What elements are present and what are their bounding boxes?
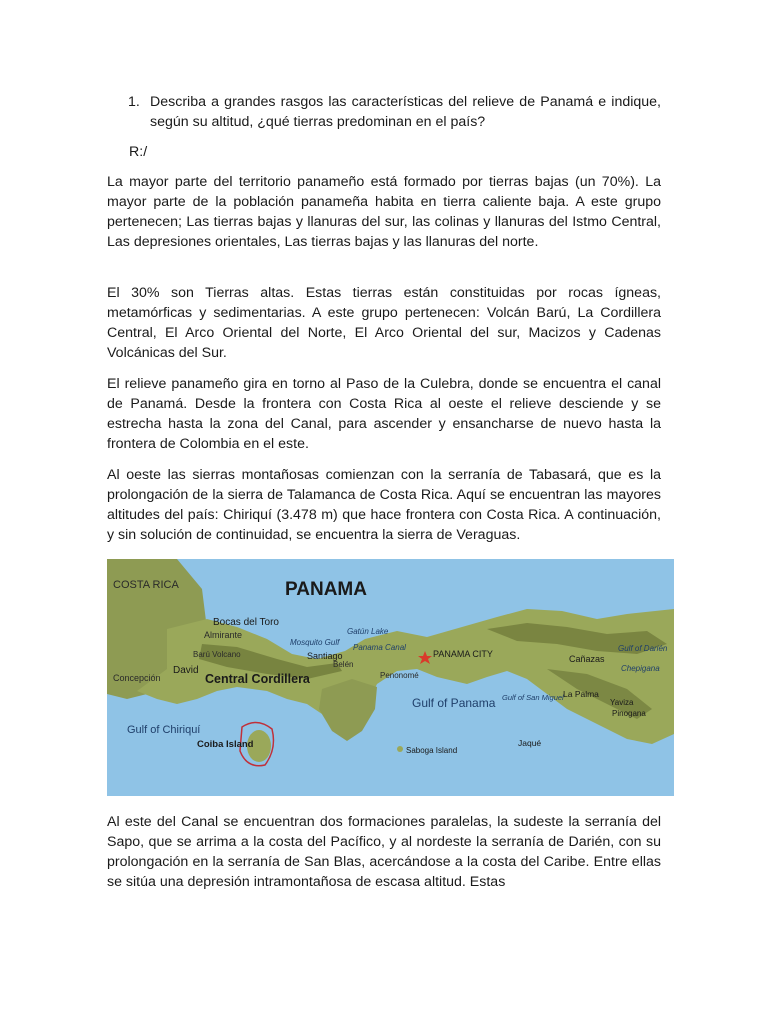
label-jaque: Jaqué	[518, 738, 542, 748]
panama-relief-map	[107, 559, 674, 796]
label-canal: Panama Canal	[353, 643, 406, 652]
map-title: PANAMA	[285, 579, 367, 600]
label-almirante: Almirante	[204, 630, 243, 640]
label-canazas: Cañazas	[569, 654, 605, 664]
label-baru: Barú Volcano	[193, 650, 241, 659]
label-gulf-panama: Gulf of Panama	[412, 696, 496, 710]
paragraph-east: Al este del Canal se encuentran dos formaciones paralelas, la sudeste la serranía del Sapo, que se arrima a la costa del Pacífico, y al nordeste la serranía de Darién, con su prolongación en la serranía de San Blas, acercándose a la costa del Caribe. Entre ellas se sitúa una depresión intramontañosa de escasa altitud. Estas	[107, 814, 661, 890]
label-gatun: Gatún Lake	[347, 627, 389, 636]
label-gulf-darien: Gulf of Darién	[618, 644, 668, 653]
label-yaviza: Yaviza	[610, 698, 634, 707]
paragraph-culebra: El relieve panameño gira en torno al Paso de la Culebra, donde se encuentra el canal de Panamá. Desde la frontera con Costa Rica al oeste el relieve desciende y se estrecha hasta la zona del Canal, para ascender y ensancharse de nuevo hasta la frontera de Colombia en el este.	[107, 376, 661, 452]
label-saboga: Saboga Island	[406, 746, 458, 755]
label-coiba-text: Coiba Island	[197, 739, 254, 750]
label-gulf-chiriqui: Gulf of Chiriquí	[127, 724, 201, 736]
answer-label: R:/	[129, 144, 148, 160]
label-panama-city: PANAMA CITY	[433, 649, 493, 659]
label-pinogana: Pinogana	[612, 709, 646, 718]
question-number: 1.	[128, 94, 140, 110]
label-bocas: Bocas del Toro	[213, 617, 279, 628]
label-central-cordillera: Central Cordillera	[205, 672, 310, 686]
paragraph-west: Al oeste las sierras montañosas comienzan con la serranía de Tabasará, que es la prolongación de la sierra de Talamanca de Costa Rica. Aquí se encuentran las mayores altitudes del país: Chiriquí (3.478 m) que hace frontera con Costa Rica. A continuación, y sin solución de continuidad, se encuentra la sierra de Veraguas.	[107, 467, 661, 543]
saboga-island	[397, 746, 403, 752]
label-santiago: Santiago	[307, 651, 343, 661]
paragraph-highlands: El 30% son Tierras altas. Estas tierras están constituidas por rocas ígneas, metamórficas y sedimentarias. A este grupo pertenecen: Volcán Barú, La Cordillera Central, El Arco Oriental del Norte, El Arco Oriental del sur, Macizos y Cadenas Volcánicas del Sur.	[107, 285, 661, 361]
label-chepigana: Chepigana	[621, 664, 660, 673]
label-penonome: Penonomé	[380, 671, 419, 680]
label-la-palma: La Palma	[563, 689, 599, 699]
question-text: Describa a grandes rasgos las características del relieve de Panamá e indique, según su altitud, ¿qué tierras predominan en el país?	[150, 94, 661, 130]
label-david: David	[173, 665, 199, 676]
question-1	[107, 92, 661, 132]
label-gulf-san-miguel: Gulf of San Miguel	[502, 693, 564, 702]
label-belen: Belén	[333, 660, 354, 669]
label-coiba	[197, 739, 254, 750]
label-costa-rica: COSTA RICA	[113, 579, 179, 591]
paragraph-lowlands: La mayor parte del territorio panameño está formado por tierras bajas (un 70%). La mayor parte de la población panameña habita en tierra caliente baja. A este grupo pertenecen; Las tierras bajas y llanuras del sur, las colinas y llanuras del Istmo Central, Las depresiones orientales, Las tierras bajas y las llanuras del norte.	[107, 174, 661, 250]
label-concepcion: Concepción	[113, 673, 161, 683]
label-mosquito: Mosquito Gulf	[290, 638, 340, 647]
